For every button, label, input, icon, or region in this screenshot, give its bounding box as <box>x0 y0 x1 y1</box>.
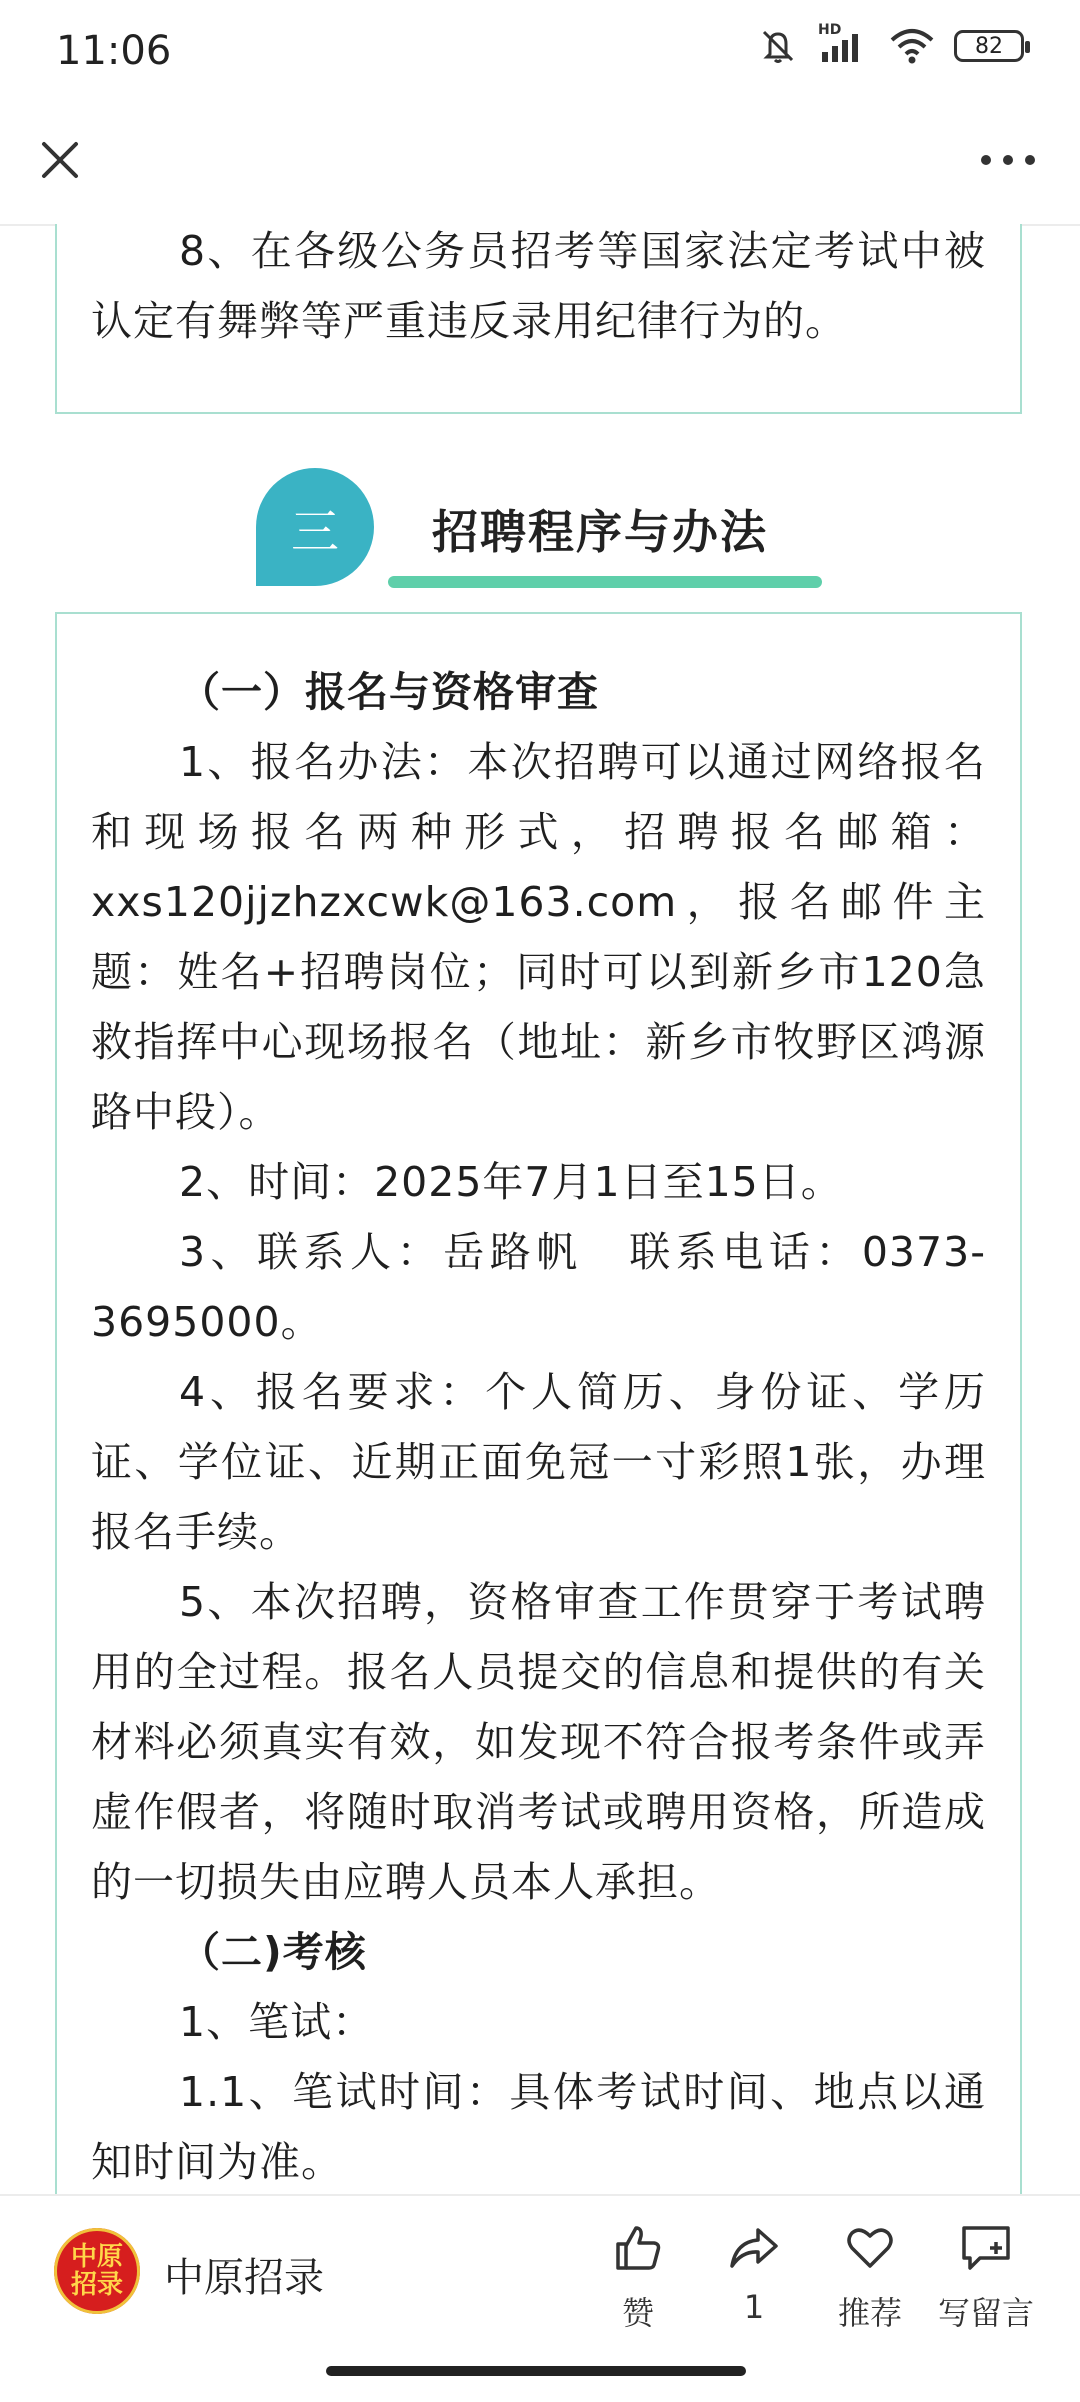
network-label: HD <box>818 22 842 38</box>
action-bar <box>580 2220 1044 2334</box>
comment-label: 写留言 <box>937 2294 1034 2332</box>
paragraph: 3、联系人：岳路帆 联系电话：0373-3695000。 <box>91 1228 986 1346</box>
section-body-box <box>55 612 1022 2194</box>
share-button[interactable] <box>696 2220 812 2334</box>
paragraph: 4、报名要求：个人简历、身份证、学历证、学位证、近期正面免冠一寸彩照1张，办理报名手续。 <box>91 1368 986 1556</box>
close-button[interactable] <box>30 130 90 190</box>
top-nav <box>0 100 1080 226</box>
paragraph: 1.1、笔试时间：具体考试时间、地点以通知时间为准。 <box>91 2068 986 2186</box>
account-name[interactable]: 中原招录 <box>164 2255 324 2301</box>
like-label: 赞 <box>621 2294 654 2332</box>
paragraph: 5、本次招聘，资格审查工作贯穿于考试聘用的全过程。报名人员提交的信息和提供的有关材料必须真实有效，如发现不符合报考条件或弄虚作假者，将随时取消考试或聘用资格，所造成的一切损失由应聘人员本人承担。 <box>91 1578 986 1906</box>
heart-icon <box>842 2220 898 2276</box>
article-content[interactable] <box>0 224 1080 2194</box>
wifi-icon <box>890 28 934 64</box>
subsection-heading: （二)考核 <box>179 1928 367 1976</box>
section-title: 招聘程序与办法 <box>432 505 768 559</box>
comment-button[interactable] <box>928 2220 1044 2334</box>
share-icon <box>726 2220 782 2276</box>
share-count: 1 <box>743 2288 765 2326</box>
account-logo[interactable] <box>54 2228 140 2314</box>
status-time: 11:06 <box>56 28 172 74</box>
logo-text-top: 中原 <box>70 2242 123 2272</box>
previous-item-box <box>55 224 1022 414</box>
recommend-button[interactable] <box>812 2220 928 2334</box>
subsection-heading: （一）报名与资格审查 <box>179 668 599 716</box>
section-number-badge: 三 <box>256 468 374 586</box>
paragraph: 2、时间：2025年7月1日至15日。 <box>179 1158 843 1206</box>
paragraph: 1、笔试： <box>179 1998 375 2046</box>
thumbs-up-icon <box>610 2220 666 2276</box>
logo-text-bottom: 招录 <box>70 2270 123 2300</box>
close-icon <box>40 140 80 180</box>
battery-icon <box>954 30 1024 62</box>
section-title-underline <box>388 576 822 588</box>
recommend-label: 推荐 <box>837 2294 902 2332</box>
like-button[interactable] <box>580 2220 696 2334</box>
signal-icon <box>818 22 870 64</box>
mute-icon <box>758 26 798 66</box>
battery-level: 82 <box>975 33 1003 59</box>
comment-icon <box>958 2220 1014 2276</box>
status-icons <box>758 22 1024 66</box>
status-bar <box>0 0 1080 100</box>
more-icon <box>978 152 1038 168</box>
home-indicator[interactable] <box>326 2366 746 2376</box>
previous-item-text: 8、在各级公务员招考等国家法定考试中被认定有舞弊等严重违反录用纪律行为的。 <box>91 227 986 345</box>
paragraph: 1、报名办法：本次招聘可以通过网络报名和现场报名两种形式，招聘报名邮箱：xxs120jjzhzxcwk@163.com，报名邮件主题：姓名+招聘岗位；同时可以到新乡市120急救指挥中心现场报名（地址：新乡市牧野区鸿源路中段）。 <box>91 738 986 1136</box>
more-button[interactable] <box>968 130 1048 190</box>
